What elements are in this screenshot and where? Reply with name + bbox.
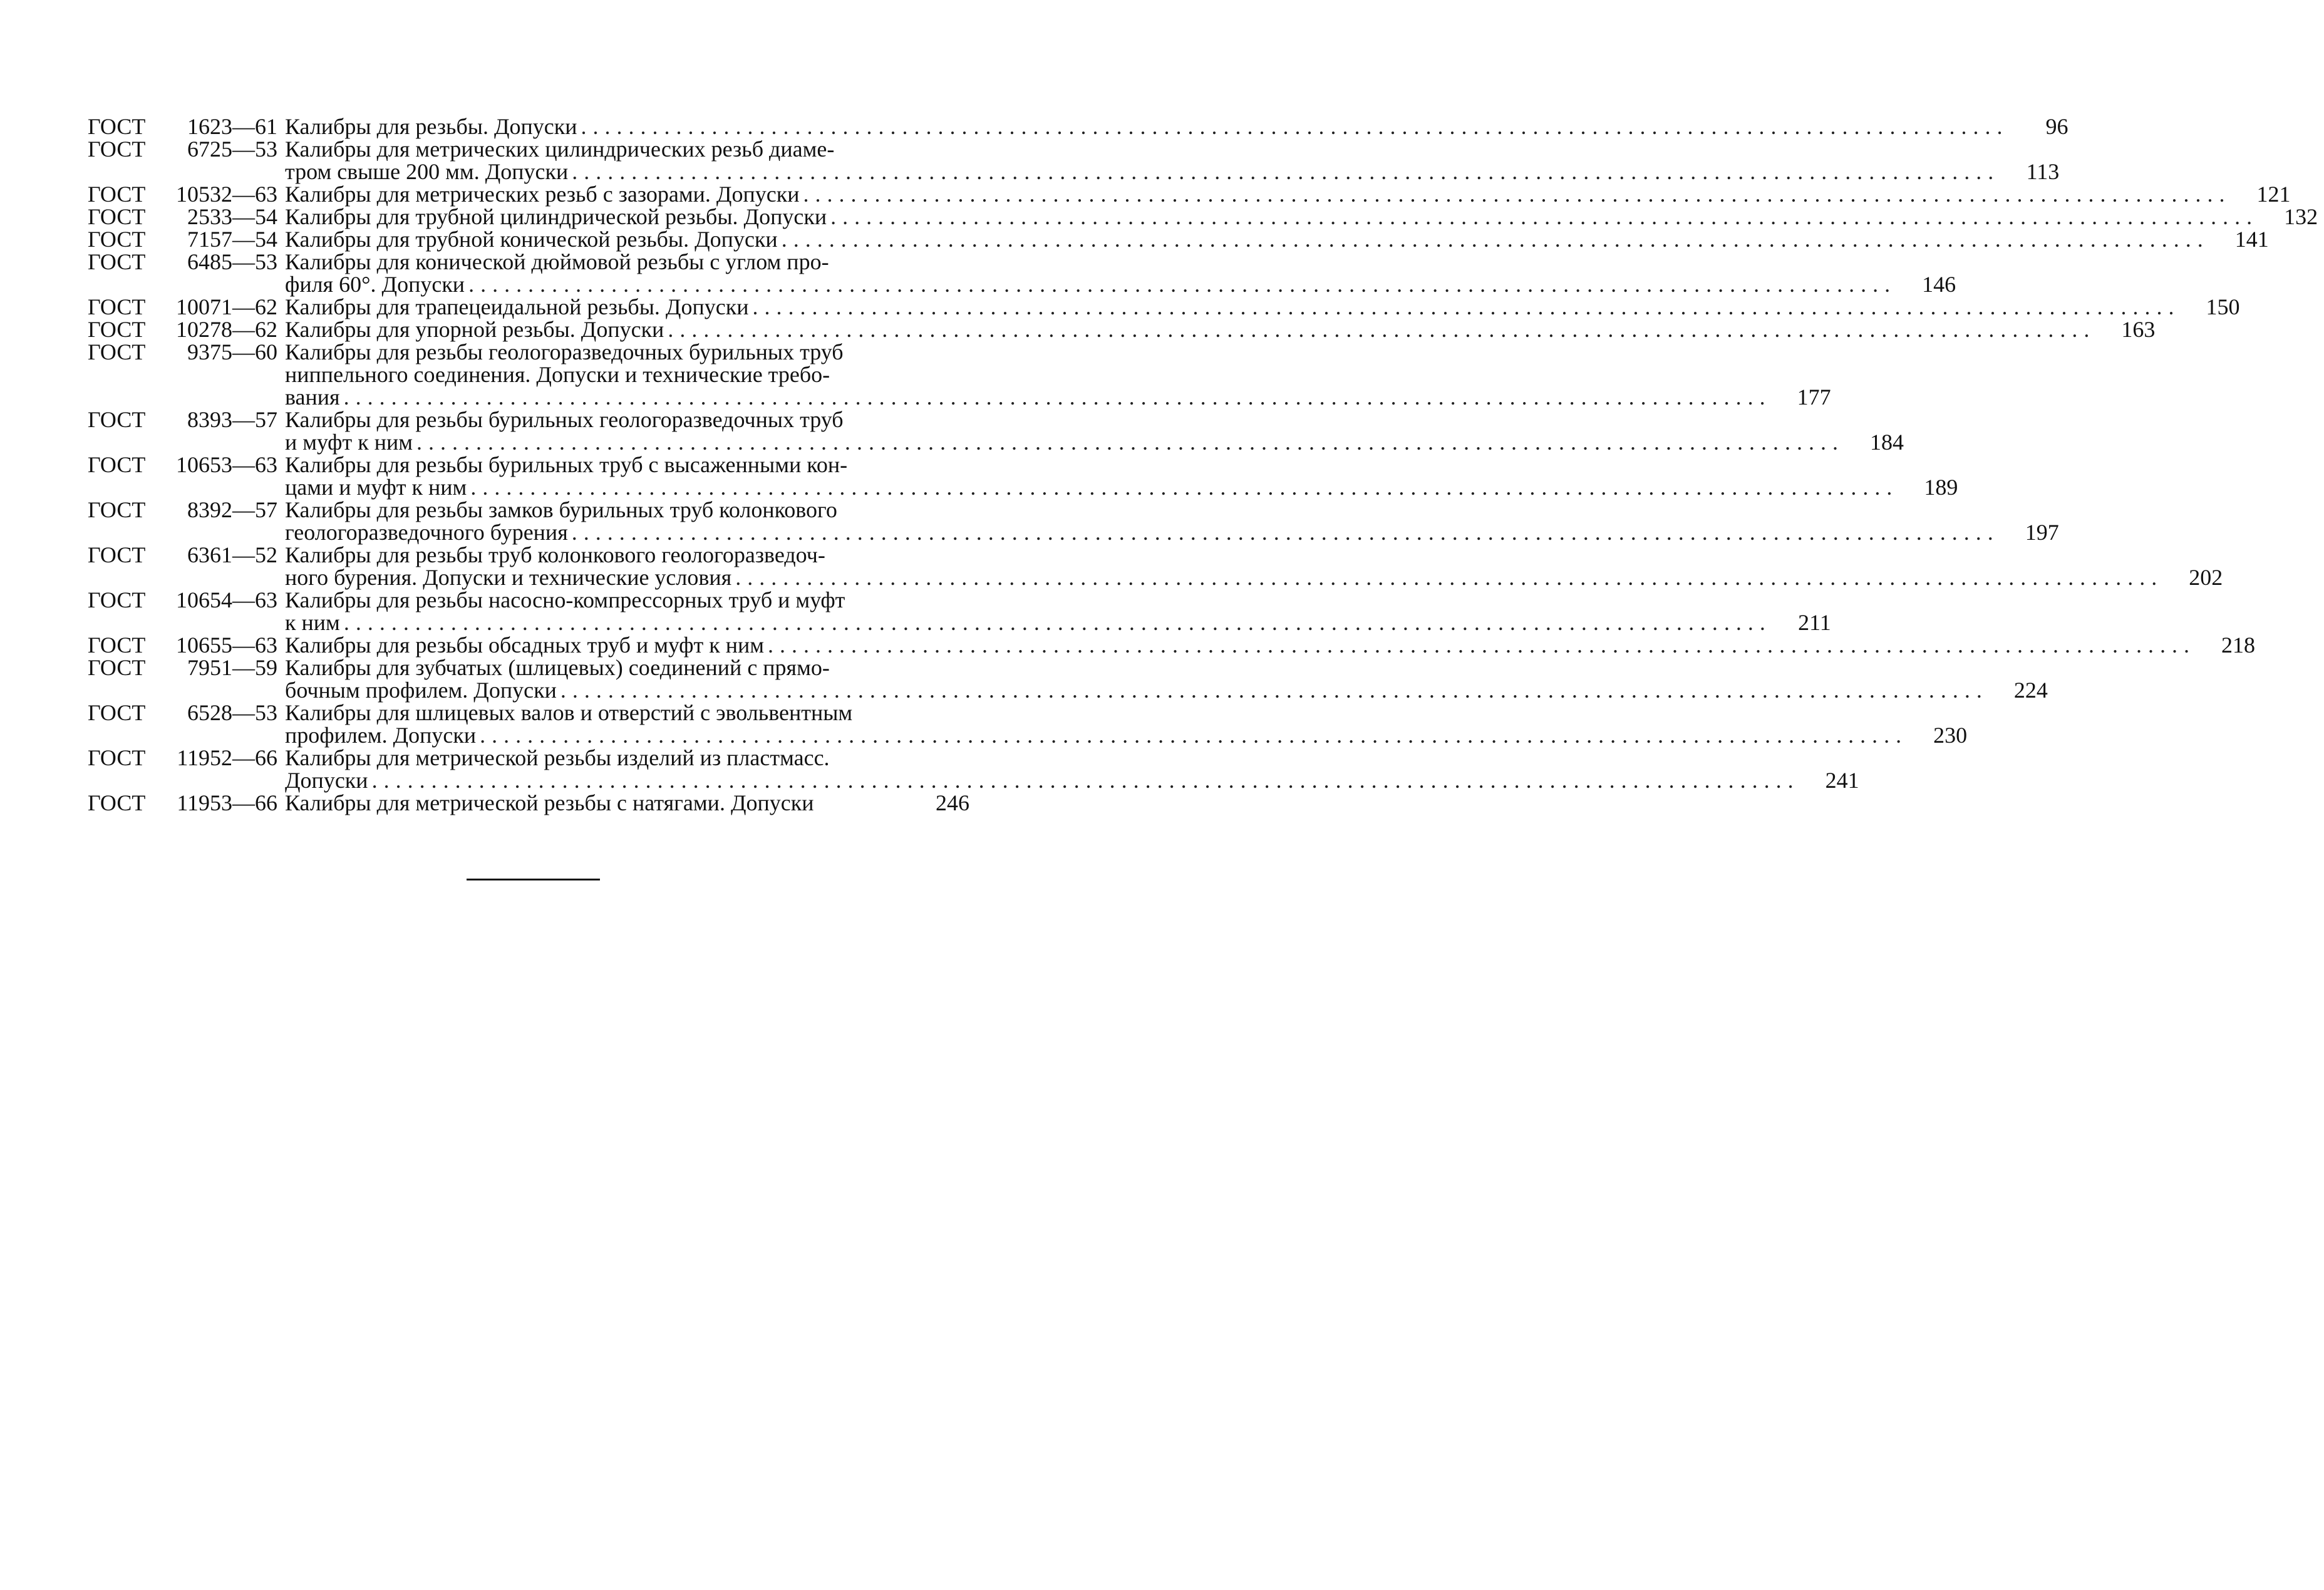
entry-title-line <box>285 205 2258 228</box>
toc-entry <box>88 452 1958 500</box>
entry-title-line <box>285 611 1772 634</box>
page-number: 211 <box>1798 610 1831 635</box>
entry-title-line <box>285 476 1898 498</box>
entry-title <box>285 589 1772 634</box>
standard-number: 10071—62 <box>176 294 277 319</box>
entry-title-line <box>285 115 2009 138</box>
toc-entry <box>88 587 1831 635</box>
page-number: 197 <box>2025 520 2059 545</box>
standard-number: 8392—57 <box>187 497 277 522</box>
entry-title-text: к ним <box>285 610 340 635</box>
standard-number: 7157—54 <box>187 227 277 252</box>
dot-leader: ........................................................................................................................ <box>343 385 1772 410</box>
standard-prefix: ГОСТ <box>88 317 146 342</box>
toc-entry <box>88 182 2291 207</box>
dot-leader: ........................................................................................................................ <box>572 159 2000 184</box>
dot-leader: ........................................................................................................................ <box>781 227 2209 252</box>
entry-title-line <box>285 296 2180 318</box>
standard-number: 10653—63 <box>176 452 277 477</box>
entry-title-text: Калибры для метрической резьбы с натягами. Допуски <box>285 790 814 815</box>
dot-leader: ........................................................................................................................ <box>803 182 2231 207</box>
page-number: 96 <box>2045 114 2068 139</box>
entry-title <box>285 115 2009 138</box>
dot-leader: ........................................................................................................................ <box>752 294 2181 319</box>
entry-title <box>285 498 2000 544</box>
entry-title <box>285 634 2196 656</box>
entry-title-line: Калибры для резьбы бурильных труб с высаженными кон- <box>285 452 848 477</box>
entry-title-line: Калибры для шлицевых валов и отверстий с эвольвентным <box>285 700 853 725</box>
entry-title-text: цами и муфт к ним <box>285 475 467 500</box>
entry-title-line <box>285 431 1844 453</box>
dot-leader: ........................................................................................................................ <box>768 632 2196 658</box>
dot-leader: ........................................................................................................................ <box>668 317 2096 342</box>
entry-title-text: Калибры для резьбы. Допуски <box>285 114 577 139</box>
page-number: 202 <box>2189 565 2223 590</box>
toc-entry <box>88 227 2269 252</box>
standard-prefix: ГОСТ <box>88 204 146 229</box>
standard-prefix: ГОСТ <box>88 497 146 522</box>
toc-entry <box>88 655 2048 703</box>
entry-title-text: филя 60°. Допуски <box>285 272 465 297</box>
entry-title-text: бочным профилем. Допуски <box>285 678 557 703</box>
standard-prefix: ГОСТ <box>88 249 146 274</box>
entry-title-line: Калибры для резьбы замков бурильных труб колонкового <box>285 497 837 522</box>
standard-number: 10655—63 <box>176 632 277 658</box>
page-number: 146 <box>1922 272 1956 297</box>
standard-prefix: ГОСТ <box>88 339 146 364</box>
page-number: 230 <box>1933 723 1968 748</box>
page-number: 132 <box>2284 204 2318 229</box>
entry-title-line <box>285 521 2000 544</box>
standard-number: 1623—61 <box>187 114 277 139</box>
closing-rule <box>467 879 600 880</box>
page-number: 150 <box>2206 294 2240 319</box>
entry-title-text: тром свыше 200 мм. Допуски <box>285 159 569 184</box>
standard-number: 6725—53 <box>187 137 277 162</box>
standard-number: 10654—63 <box>176 587 277 612</box>
dot-leader: ........................................................................................................................ <box>830 204 2259 229</box>
toc-entry <box>88 114 2068 139</box>
toc-entry <box>88 137 2060 184</box>
standard-prefix: ГОСТ <box>88 227 146 252</box>
standard-prefix: ГОСТ <box>88 407 146 432</box>
entry-title <box>285 544 2163 589</box>
standard-prefix: ГОСТ <box>88 700 146 725</box>
toc-entry <box>88 407 1904 455</box>
page-number: 184 <box>1870 430 1904 455</box>
toc-entry <box>88 745 1859 793</box>
standard-number: 10278—62 <box>176 317 277 342</box>
toc-entry <box>88 339 1831 410</box>
entry-title-line <box>285 228 2209 250</box>
entry-title-line: Калибры для резьбы труб колонкового геологоразведоч- <box>285 542 825 567</box>
entry-title-line <box>285 724 1908 746</box>
entry-title <box>285 296 2180 318</box>
entry-title <box>285 656 1988 701</box>
entry-title-text: Калибры для резьбы обсадных труб и муфт к ним <box>285 632 764 658</box>
entry-title <box>285 318 2095 341</box>
entry-title-text: Допуски <box>285 768 368 793</box>
standard-prefix: ГОСТ <box>88 587 146 612</box>
entry-title <box>285 138 2000 183</box>
entry-title <box>285 205 2258 228</box>
entry-title-line <box>285 792 910 814</box>
entry-title-text: геологоразведочного бурения <box>285 520 568 545</box>
standard-prefix: ГОСТ <box>88 114 146 139</box>
entry-title <box>285 701 1908 746</box>
standard-number: 6485—53 <box>187 249 277 274</box>
page-number: 241 <box>1825 768 1859 793</box>
toc-entry <box>88 294 2240 319</box>
standard-prefix: ГОСТ <box>88 790 146 815</box>
dot-leader: ........................................................................................................................ <box>581 114 2009 139</box>
entry-title-line <box>285 273 1896 296</box>
entry-title-text: Калибры для трубной цилиндрической резьбы. Допуски <box>285 204 827 229</box>
entry-title-line: ниппельного соединения. Допуски и технические требо- <box>285 362 830 387</box>
standard-number: 11952—66 <box>177 745 277 770</box>
entry-title-text: Калибры для метрических резьб с зазорами. Допуски <box>285 182 800 207</box>
entry-title-line: Калибры для резьбы насосно-компрессорных труб и муфт <box>285 587 845 612</box>
standard-number: 11953—66 <box>177 790 277 815</box>
entry-title-text: и муфт к ним <box>285 430 413 455</box>
entry-title-text: Калибры для трубной конической резьбы. Допуски <box>285 227 778 252</box>
entry-title-line <box>285 634 2196 656</box>
standard-prefix: ГОСТ <box>88 632 146 658</box>
standard-prefix: ГОСТ <box>88 655 146 680</box>
toc-entry <box>88 700 1968 748</box>
standard-number: 6361—52 <box>187 542 277 567</box>
entry-title-text: Калибры для трапецеидальной резьбы. Допуски <box>285 294 749 319</box>
entry-title <box>285 250 1896 296</box>
dot-leader: ........................................................................................................................ <box>470 475 1899 500</box>
dot-leader: ........................................................................................................................ <box>571 520 2000 545</box>
toc-entry <box>88 249 1956 297</box>
standard-prefix: ГОСТ <box>88 452 146 477</box>
standard-number: 7951—59 <box>187 655 277 680</box>
entry-title-text: вания <box>285 385 340 410</box>
dot-leader: ........................................................................................................................ <box>416 430 1845 455</box>
toc-entry <box>88 632 2255 658</box>
dot-leader: ........................................................................................................................ <box>371 768 1800 793</box>
entry-title-line <box>285 769 1800 792</box>
entry-title-text: ного бурения. Допуски и технические условия <box>285 565 732 590</box>
entry-title-line <box>285 566 2163 589</box>
entry-title <box>285 228 2209 250</box>
entry-title-line <box>285 386 1772 408</box>
page-number: 113 <box>2026 159 2060 184</box>
entry-title <box>285 746 1800 792</box>
toc-entry <box>88 497 2059 545</box>
entry-title <box>285 183 2231 205</box>
standard-prefix: ГОСТ <box>88 542 146 567</box>
entry-title-line: Калибры для зубчатых (шлицевых) соединений с прямо- <box>285 655 830 680</box>
toc-entry <box>88 542 2223 590</box>
entry-title-line <box>285 318 2095 341</box>
entry-title <box>285 792 910 814</box>
page-number: 246 <box>936 790 969 815</box>
dot-leader: ........................................................................................................................ <box>480 723 1908 748</box>
page-number: 163 <box>2121 317 2156 342</box>
standard-number: 2533—54 <box>187 204 277 229</box>
standard-prefix: ГОСТ <box>88 137 146 162</box>
table-of-contents <box>88 114 2318 815</box>
entry-title <box>285 408 1844 453</box>
standard-number: 6528—53 <box>187 700 277 725</box>
entry-title-line: Калибры для резьбы геологоразведочных бурильных труб <box>285 339 844 364</box>
entry-title-line: Калибры для резьбы бурильных геологоразведочных труб <box>285 407 844 432</box>
standard-prefix: ГОСТ <box>88 745 146 770</box>
page-number: 121 <box>2256 182 2291 207</box>
page-number: 189 <box>1924 475 1958 500</box>
entry-title-line: Калибры для метрической резьбы изделий из пластмасс. <box>285 745 830 770</box>
page-number: 177 <box>1797 385 1831 410</box>
page-number: 141 <box>2234 227 2269 252</box>
standard-number: 9375—60 <box>187 339 277 364</box>
entry-title <box>285 341 1772 408</box>
standard-prefix: ГОСТ <box>88 182 146 207</box>
entry-title-line <box>285 160 2000 183</box>
entry-title-text: Калибры для упорной резьбы. Допуски <box>285 317 664 342</box>
entry-title-text: профилем. Допуски <box>285 723 477 748</box>
dot-leader: ........................................................................................................................ <box>343 610 1772 635</box>
entry-title-line: Калибры для метрических цилиндрических резьб диаме- <box>285 137 835 162</box>
toc-entry <box>88 792 977 814</box>
page-number: 218 <box>2221 632 2255 658</box>
entry-title-line <box>285 679 1988 701</box>
entry-title-line <box>285 183 2231 205</box>
standard-number: 8393—57 <box>187 407 277 432</box>
toc-entry <box>88 317 2156 342</box>
standard-number: 10532—63 <box>176 182 277 207</box>
standard-prefix: ГОСТ <box>88 294 146 319</box>
dot-leader: ........................................................................................................................ <box>468 272 1897 297</box>
dot-leader: ........................................................................................................................ <box>735 565 2164 590</box>
page-number: 224 <box>2013 678 2048 703</box>
dot-leader: ........................................................................................................................ <box>560 678 1988 703</box>
toc-entry <box>88 204 2318 229</box>
entry-title <box>285 453 1898 498</box>
entry-title-line: Калибры для конической дюймовой резьбы с углом про- <box>285 249 829 274</box>
